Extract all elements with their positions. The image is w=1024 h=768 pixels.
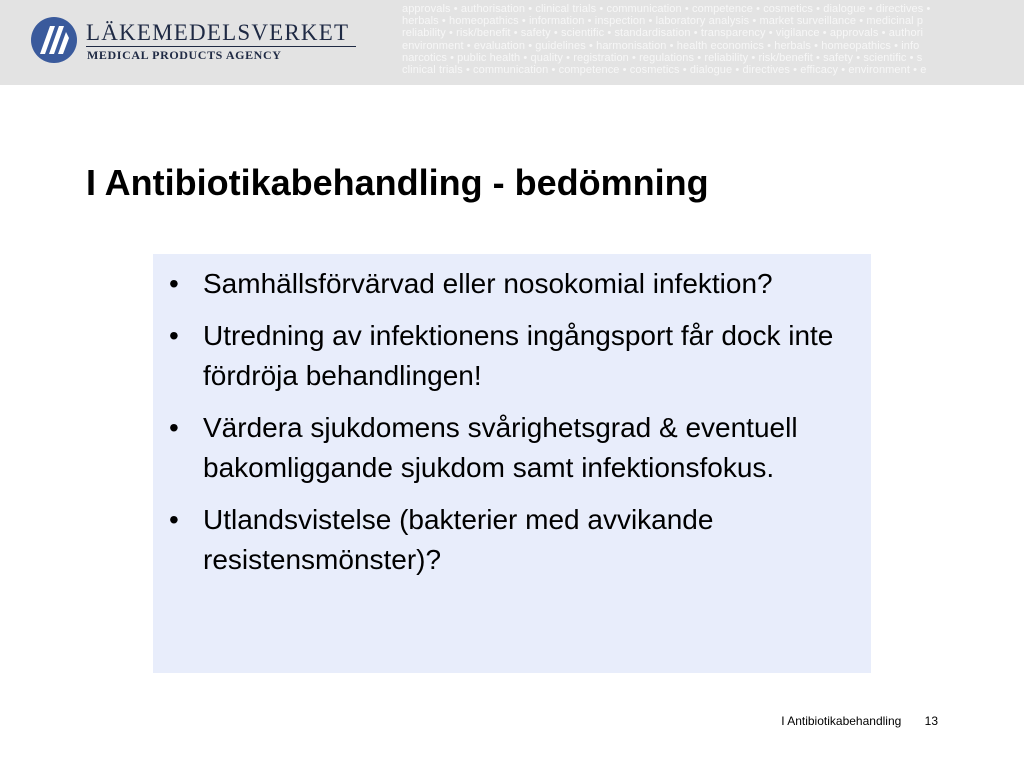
keywords-line: clinical trials • communication • competence • cosmetics • dialogue • directives • efficacy • environment • e	[402, 64, 927, 77]
agency-emblem-icon	[30, 16, 78, 64]
slide-footer	[781, 714, 938, 728]
keywords-line: environment • evaluation • guidelines • harmonisation • health economics • herbals • homeopathics • info	[402, 39, 920, 52]
keywords-line: herbals • homeopathics • information • inspection • laboratory analysis • market surveillance • medicinal p	[402, 15, 924, 28]
list-item	[167, 264, 851, 304]
list-item	[167, 316, 851, 396]
list-item	[167, 500, 851, 580]
bullet-icon: •	[169, 412, 179, 443]
bullet-icon: •	[169, 320, 179, 351]
agency-logo[interactable]	[30, 16, 360, 68]
content-box	[153, 254, 871, 673]
keywords-watermark	[402, 3, 1024, 83]
bullet-icon: •	[169, 504, 179, 535]
slide-title: I Antibiotikabehandling - bedömning	[86, 162, 709, 203]
bullet-text: Utredning av infektionens ingångsport får dock inte fördröja behandlingen!	[203, 320, 834, 391]
agency-name: LÄKEMEDELSVERKET	[86, 20, 350, 45]
header-banner	[0, 0, 1024, 85]
page-number: 13	[924, 714, 938, 728]
bullet-list	[167, 264, 851, 580]
bullet-text: Utlandsvistelse (bakterier med avvikande resistensmönster)?	[203, 504, 714, 575]
bullet-text: Samhällsförvärvad eller nosokomial infektion?	[203, 268, 773, 299]
agency-subtitle: MEDICAL PRODUCTS AGENCY	[87, 48, 282, 62]
footer-label: I Antibiotikabehandling	[781, 714, 902, 728]
list-item	[167, 408, 851, 488]
bullet-text: Värdera sjukdomens svårighetsgrad & eventuell bakomliggande sjukdom samt infektionsfokus.	[203, 412, 798, 483]
keywords-line: approvals • authorisation • clinical trials • communication • competence • cosmetics • dialogue • directives •	[402, 3, 931, 15]
logo-divider	[86, 46, 356, 47]
keywords-line: narcotics • public health • quality • registration • regulations • reliability • risk/benefit • safety • scientific • s	[402, 51, 923, 64]
bullet-icon: •	[169, 268, 179, 299]
keywords-line: reliability • risk/benefit • safety • scientific • standardisation • transparency • vigilance • approvals • authori	[402, 27, 924, 40]
